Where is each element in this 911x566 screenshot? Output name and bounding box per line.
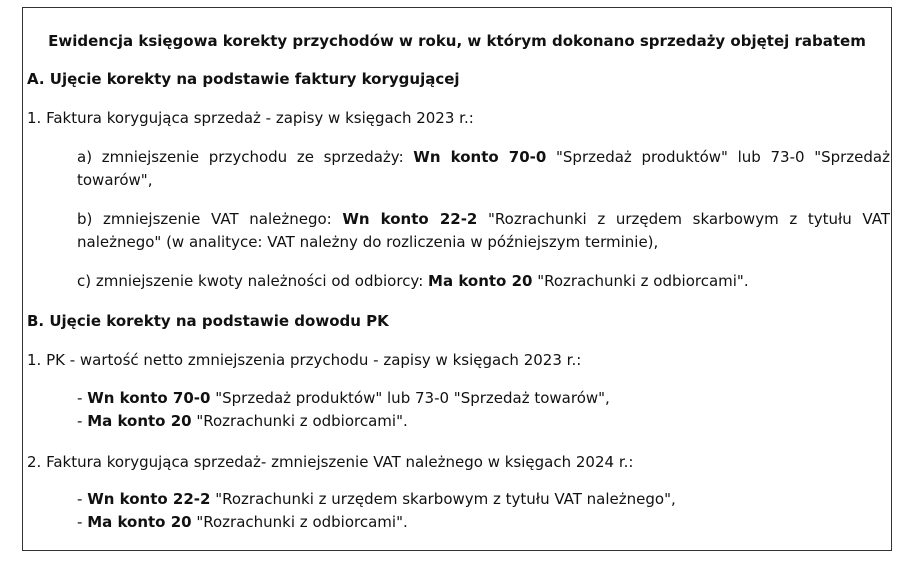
entry-a (77, 146, 890, 192)
pk-entry-debit-pre: - (77, 389, 88, 407)
pk-entry-debit-post: "Sprzedaż produktów" lub 73-0 "Sprzedaż towarów", (210, 389, 610, 407)
pk-entry-credit-post: "Rozrachunki z odbiorcami". (191, 412, 408, 430)
pk-entry-debit (77, 389, 610, 407)
document-box (22, 7, 892, 551)
vat-entry-credit-post: "Rozrachunki z odbiorcami". (191, 513, 408, 531)
pk-entry-debit-account: Wn konto 70-0 (87, 389, 211, 407)
entry-b-pre: b) zmniejszenie VAT należnego: (77, 210, 343, 228)
vat-entry-debit-pre: - (77, 490, 88, 508)
vat-entry-credit-account: Ma konto 20 (87, 513, 192, 531)
entry-a-account: Wn konto 70-0 (413, 148, 547, 166)
pk-entry-credit-pre: - (77, 412, 88, 430)
pk-entry-credit (77, 412, 408, 430)
entry-a-pre: a) zmniejszenie przychodu ze sprzedaży: (77, 148, 414, 166)
entry-b (77, 208, 890, 254)
entry-b-account: Wn konto 22-2 (342, 210, 478, 228)
section-b-heading: B. Ujęcie korekty na podstawie dowodu PK (27, 312, 389, 330)
entry-c-post: "Rozrachunki z odbiorcami". (532, 272, 749, 290)
vat-entry-debit (77, 490, 676, 508)
entry-c-pre: c) zmniejszenie kwoty należności od odbiorcy: (77, 272, 429, 290)
vat-entry-debit-post: "Rozrachunki z urzędem skarbowym z tytułu VAT należnego", (210, 490, 676, 508)
section-b-point-1: 1. PK - wartość netto zmniejszenia przychodu - zapisy w księgach 2023 r.: (27, 351, 582, 369)
section-a-heading: A. Ujęcie korekty na podstawie faktury korygującej (27, 70, 460, 88)
pk-entry-credit-account: Ma konto 20 (87, 412, 192, 430)
vat-entry-credit-pre: - (77, 513, 88, 531)
document-title: Ewidencja księgowa korekty przychodów w roku, w którym dokonano sprzedaży objętej rabatem (48, 32, 866, 50)
entry-c (77, 272, 749, 290)
entry-b-post: "Rozrachunki z urzędem skarbowym z tytułu VAT należnego" (w analityce: VAT należny do rozliczenia w późniejszym terminie), (77, 210, 890, 251)
entry-a-post: "Sprzedaż produktów" lub 73-0 "Sprzedaż towarów", (77, 148, 890, 189)
section-b-point-2: 2. Faktura korygująca sprzedaż- zmniejszenie VAT należnego w księgach 2024 r.: (27, 453, 634, 471)
section-a-point-1: 1. Faktura korygująca sprzedaż - zapisy w księgach 2023 r.: (27, 109, 474, 127)
vat-entry-debit-account: Wn konto 22-2 (87, 490, 211, 508)
vat-entry-credit (77, 513, 408, 531)
entry-c-account: Ma konto 20 (428, 272, 533, 290)
